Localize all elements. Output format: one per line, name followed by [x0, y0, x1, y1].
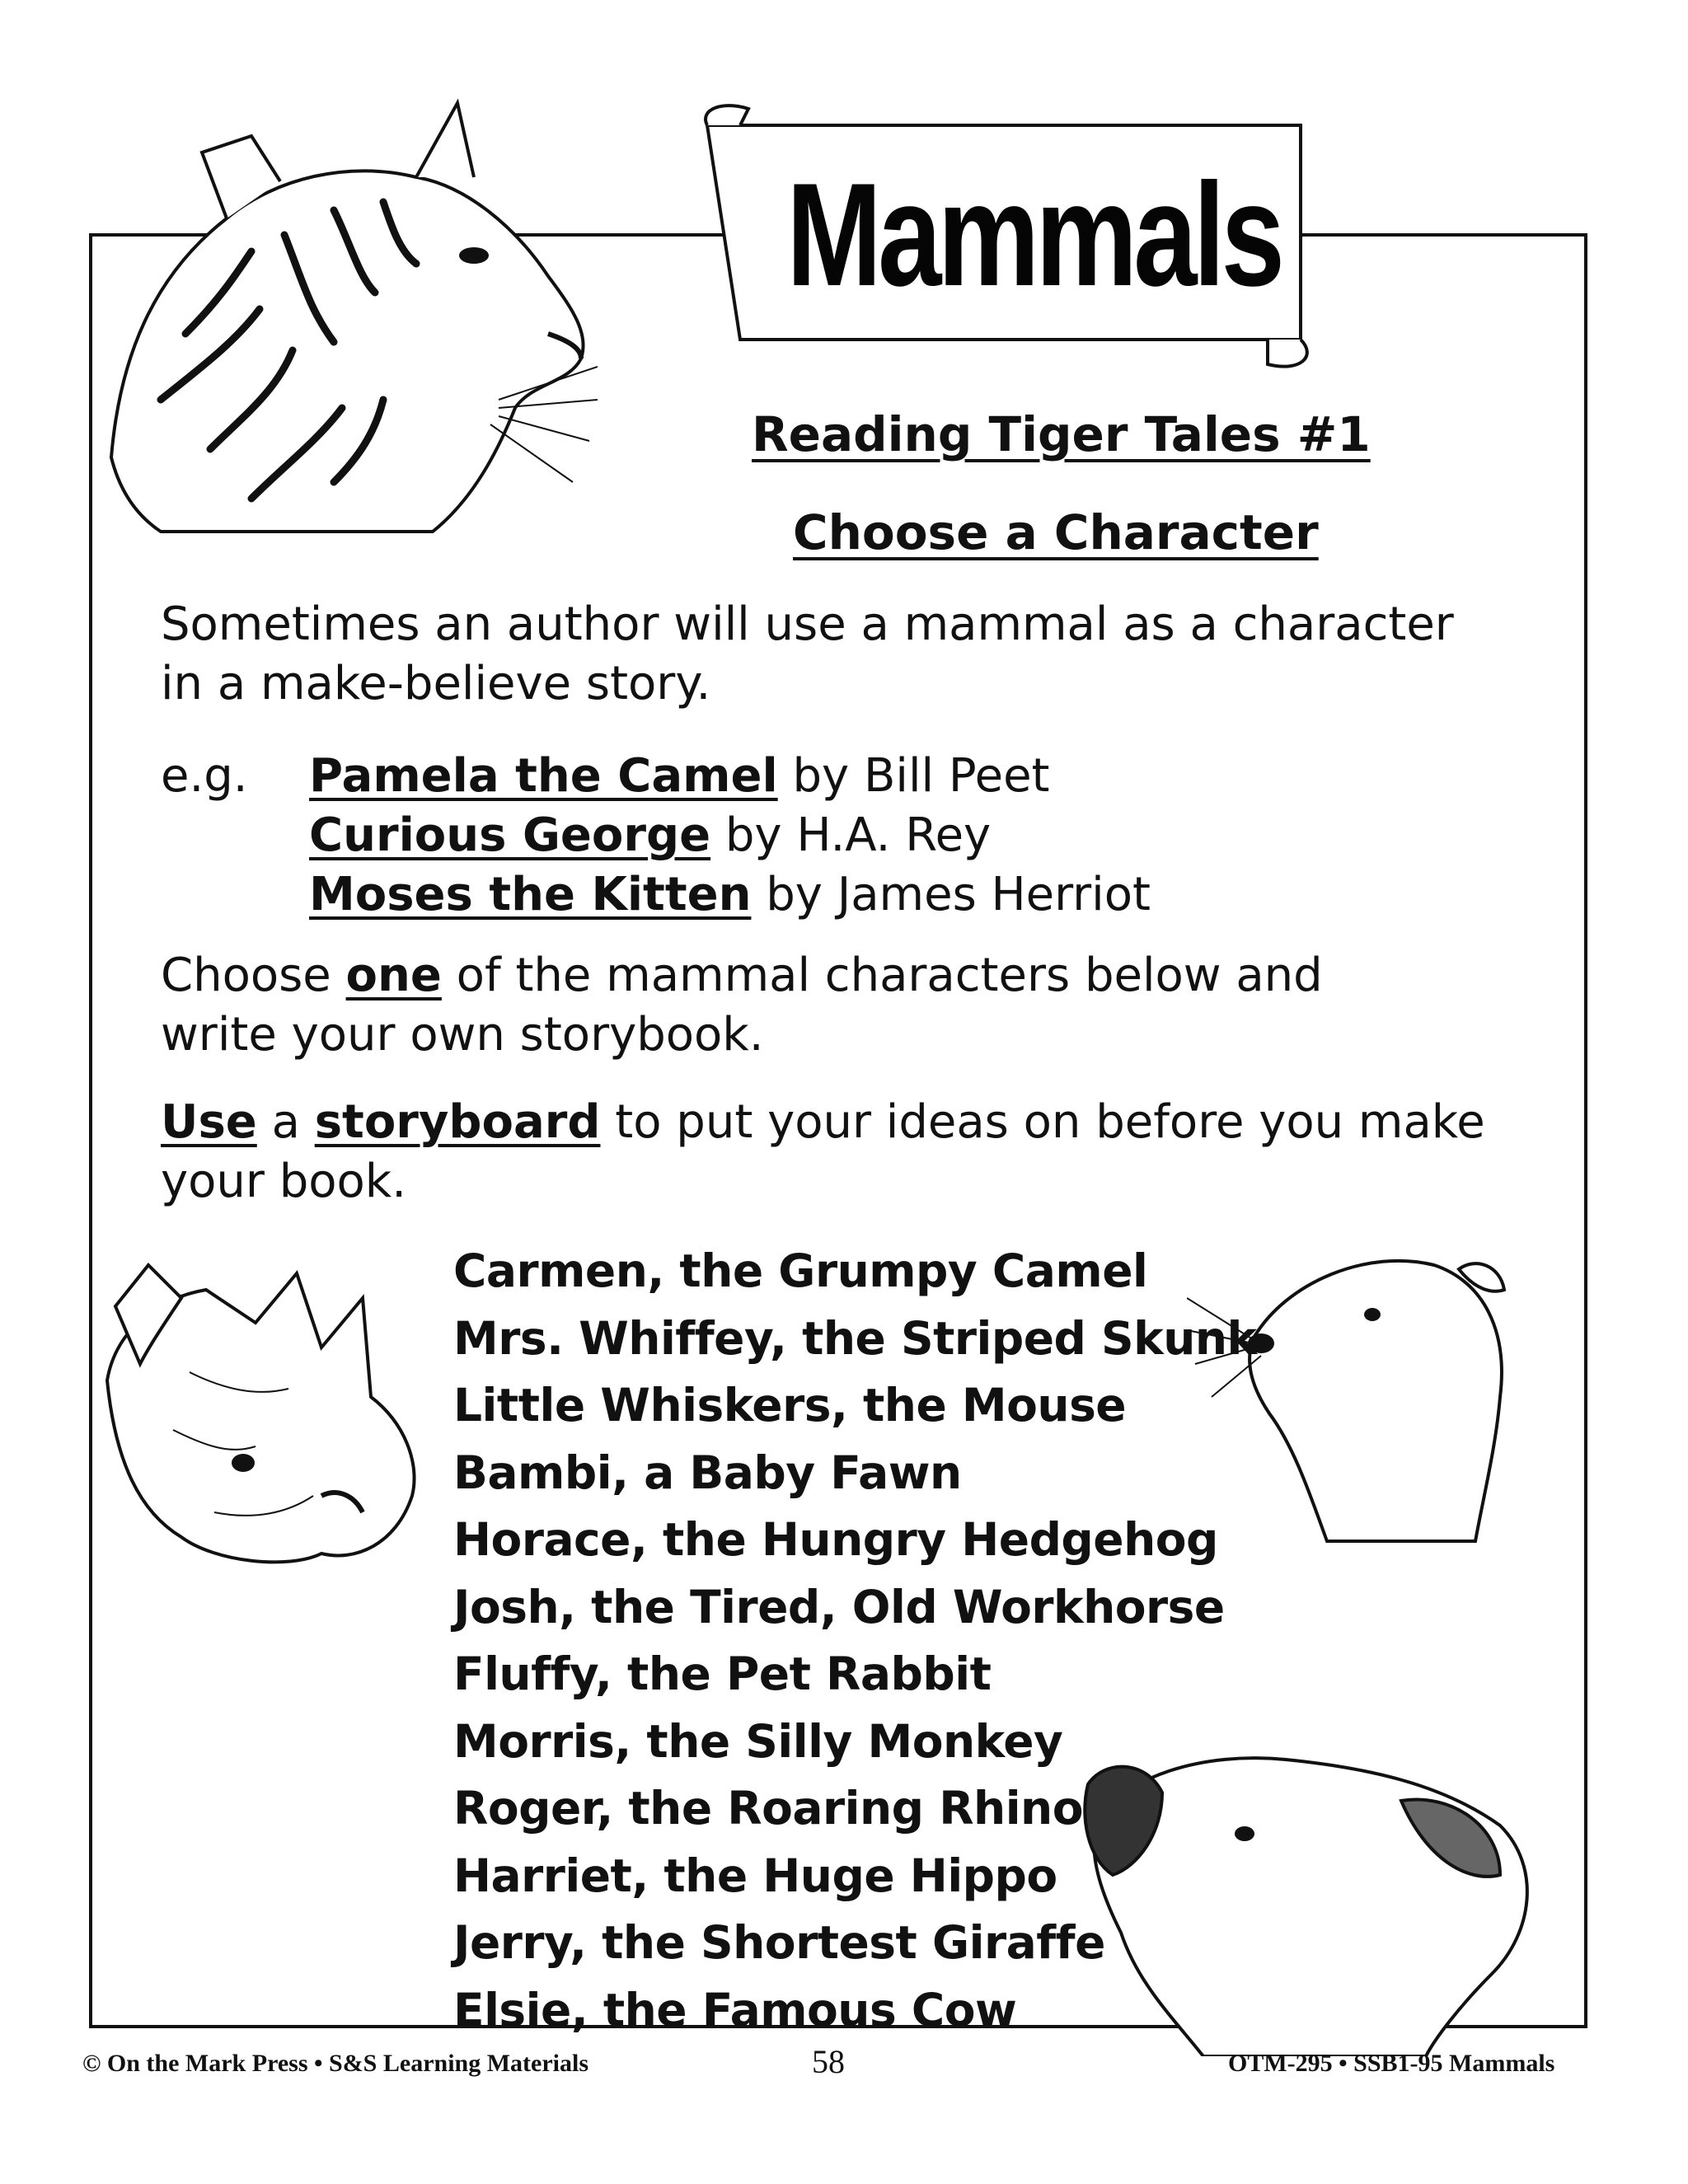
example-label: e.g.: [161, 749, 248, 803]
character-item: Elsie, the Famous Cow: [453, 1983, 1017, 2036]
footer-publisher: © On the Mark Press • S&S Learning Materials: [82, 2050, 588, 2077]
character-item: Bambi, a Baby Fawn: [453, 1446, 962, 1499]
tiger-illustration: [87, 87, 598, 548]
character-item: Josh, the Tired, Old Workhorse: [453, 1580, 1225, 1633]
character-item: Little Whiskers, the Mouse: [453, 1379, 1127, 1432]
book-item: [309, 865, 1151, 925]
intro-paragraph: [161, 595, 1454, 714]
character-item: Carmen, the Grumpy Camel: [453, 1244, 1148, 1297]
choose-text-post: of the mammal characters below and: [441, 949, 1323, 1002]
book-author: by H.A. Rey: [710, 808, 992, 862]
use-post-text: to put your ideas on before you make: [600, 1095, 1485, 1149]
storyboard-line-2: your book.: [161, 1155, 407, 1208]
intro-line-1: Sometimes an author will use a mammal as a character: [161, 598, 1454, 651]
choose-line-1: [161, 946, 1323, 1005]
use-emphasis: Use: [161, 1095, 257, 1149]
character-list: [453, 1238, 1257, 2044]
book-title: Pamela the Camel: [309, 749, 778, 803]
book-item: [309, 747, 1151, 806]
intro-line-2: in a make-believe story.: [161, 657, 711, 710]
page-number: 58: [812, 2043, 845, 2080]
footer-code: OTM-295 • SSB1-95 Mammals: [1228, 2050, 1555, 2077]
storyboard-paragraph: [161, 1093, 1485, 1212]
choose-emphasis: one: [345, 949, 442, 1002]
storyboard-emphasis: storyboard: [314, 1095, 601, 1149]
book-title: Moses the Kitten: [309, 868, 752, 921]
book-author: by Bill Peet: [777, 749, 1050, 803]
character-item: Jerry, the Shortest Giraffe: [453, 1916, 1105, 1969]
book-title: Curious George: [309, 808, 711, 862]
character-item: Fluffy, the Pet Rabbit: [453, 1647, 992, 1700]
character-item: Roger, the Roaring Rhino: [453, 1782, 1083, 1835]
choose-text: Choose: [161, 949, 346, 1002]
character-item: Mrs. Whiffey, the Striped Skunk: [453, 1311, 1257, 1365]
storyboard-line-1: [161, 1093, 1485, 1152]
page-title: Mammals: [786, 152, 1282, 316]
choose-paragraph: [161, 946, 1323, 1065]
character-item: Harriet, the Huge Hippo: [453, 1849, 1057, 1902]
book-item: [309, 806, 1151, 865]
rhino-illustration: [91, 1249, 429, 1595]
use-mid-text: a: [256, 1095, 315, 1149]
character-item: Morris, the Silly Monkey: [453, 1714, 1063, 1768]
choose-line-2: write your own storybook.: [161, 1008, 764, 1062]
character-item: Horace, the Hungry Hedgehog: [453, 1513, 1218, 1566]
subtitle-heading: Choose a Character: [793, 504, 1319, 560]
book-author: by James Herriot: [751, 868, 1151, 921]
section-heading: Reading Tiger Tales #1: [752, 406, 1371, 462]
example-books: [309, 747, 1151, 925]
